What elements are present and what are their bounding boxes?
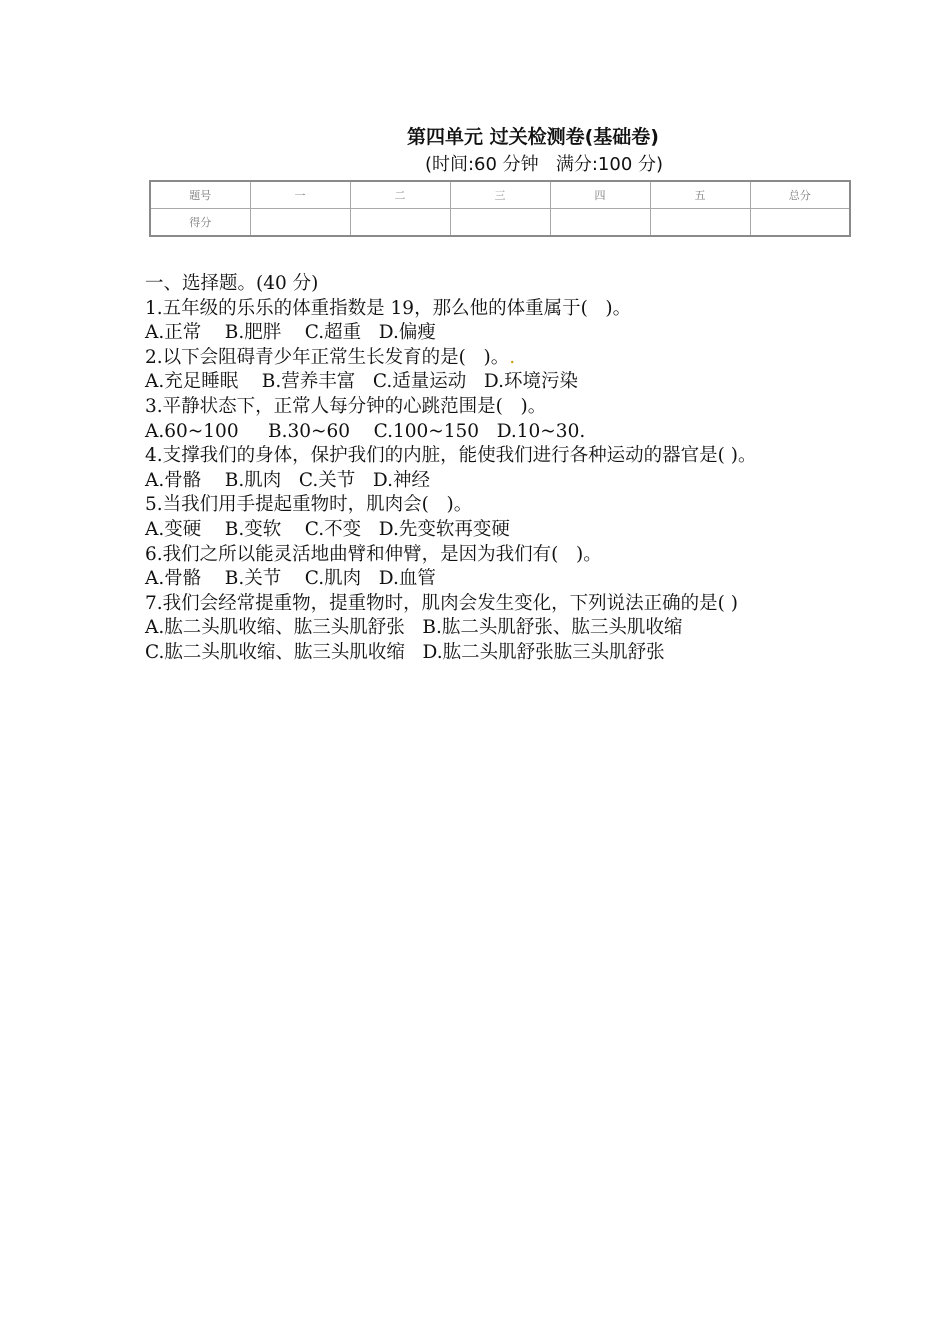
stray-dot-mark: . bbox=[509, 346, 516, 368]
question-text: 4.支撑我们的身体，保护我们的内脏，能使我们进行各种运动的器官是( )。 bbox=[145, 445, 757, 467]
score-cell: 一 bbox=[250, 181, 350, 209]
question-text-body: 2.以下会阻碍青少年正常生长发育的是( )。 bbox=[145, 346, 510, 368]
score-cell: 三 bbox=[450, 181, 550, 209]
score-table bbox=[149, 180, 851, 237]
question-options: A.正常 B.肥胖 C.超重 D.偏瘦 bbox=[145, 322, 436, 344]
score-blank-cell bbox=[450, 209, 550, 237]
score-cell: 二 bbox=[350, 181, 450, 209]
question-options: A.骨骼 B.肌肉 C.关节 D.神经 bbox=[145, 469, 430, 491]
exam-subtitle: (时间:60 分钟 满分:100 分) bbox=[424, 154, 664, 175]
score-table-score-row bbox=[150, 209, 850, 237]
score-cell: 五 bbox=[650, 181, 750, 209]
question-text: 5.当我们用手提起重物时，肌肉会( )。 bbox=[145, 494, 473, 516]
question-text: 3.平静状态下，正常人每分钟的心跳范围是( )。 bbox=[145, 395, 547, 417]
question-options: A.60~100 B.30~60 C.100~150 D.10~30. bbox=[145, 420, 586, 442]
question-options: C.肱二头肌收缩、肱三头肌收缩 D.肱二头肌舒张肱三头肌舒张 bbox=[145, 641, 665, 663]
score-cell: 总分 bbox=[750, 181, 850, 209]
score-cell: 题号 bbox=[150, 181, 250, 209]
score-table-header-row bbox=[150, 181, 850, 209]
score-cell: 四 bbox=[550, 181, 650, 209]
question-options: A.骨骼 B.关节 C.肌肉 D.血管 bbox=[145, 568, 436, 590]
question-list bbox=[145, 272, 825, 666]
question-options: A.充足睡眠 B.营养丰富 C.适量运动 D.环境污染 bbox=[145, 371, 578, 393]
question-text bbox=[145, 346, 825, 371]
question-text: 6.我们之所以能灵活地曲臂和伸臂，是因为我们有( )。 bbox=[145, 543, 602, 565]
score-blank-cell bbox=[750, 209, 850, 237]
exam-title: 第四单元 过关检测卷(基础卷) bbox=[407, 126, 659, 148]
score-blank-cell bbox=[350, 209, 450, 237]
score-blank-cell bbox=[250, 209, 350, 237]
question-text: 1.五年级的乐乐的体重指数是 19，那么他的体重属于( )。 bbox=[145, 297, 632, 319]
score-blank-cell bbox=[650, 209, 750, 237]
section-heading: 一、选择题。(40 分) bbox=[145, 273, 319, 294]
question-text: 7.我们会经常提重物，提重物时，肌肉会发生变化，下列说法正确的是( ) bbox=[145, 592, 738, 614]
question-options: A.变硬 B.变软 C.不变 D.先变软再变硬 bbox=[145, 518, 510, 540]
question-options: A.肱二头肌收缩、肱三头肌舒张 B.肱二头肌舒张、肱三头肌收缩 bbox=[145, 617, 683, 639]
score-row-label: 得分 bbox=[150, 209, 250, 237]
score-blank-cell bbox=[550, 209, 650, 237]
